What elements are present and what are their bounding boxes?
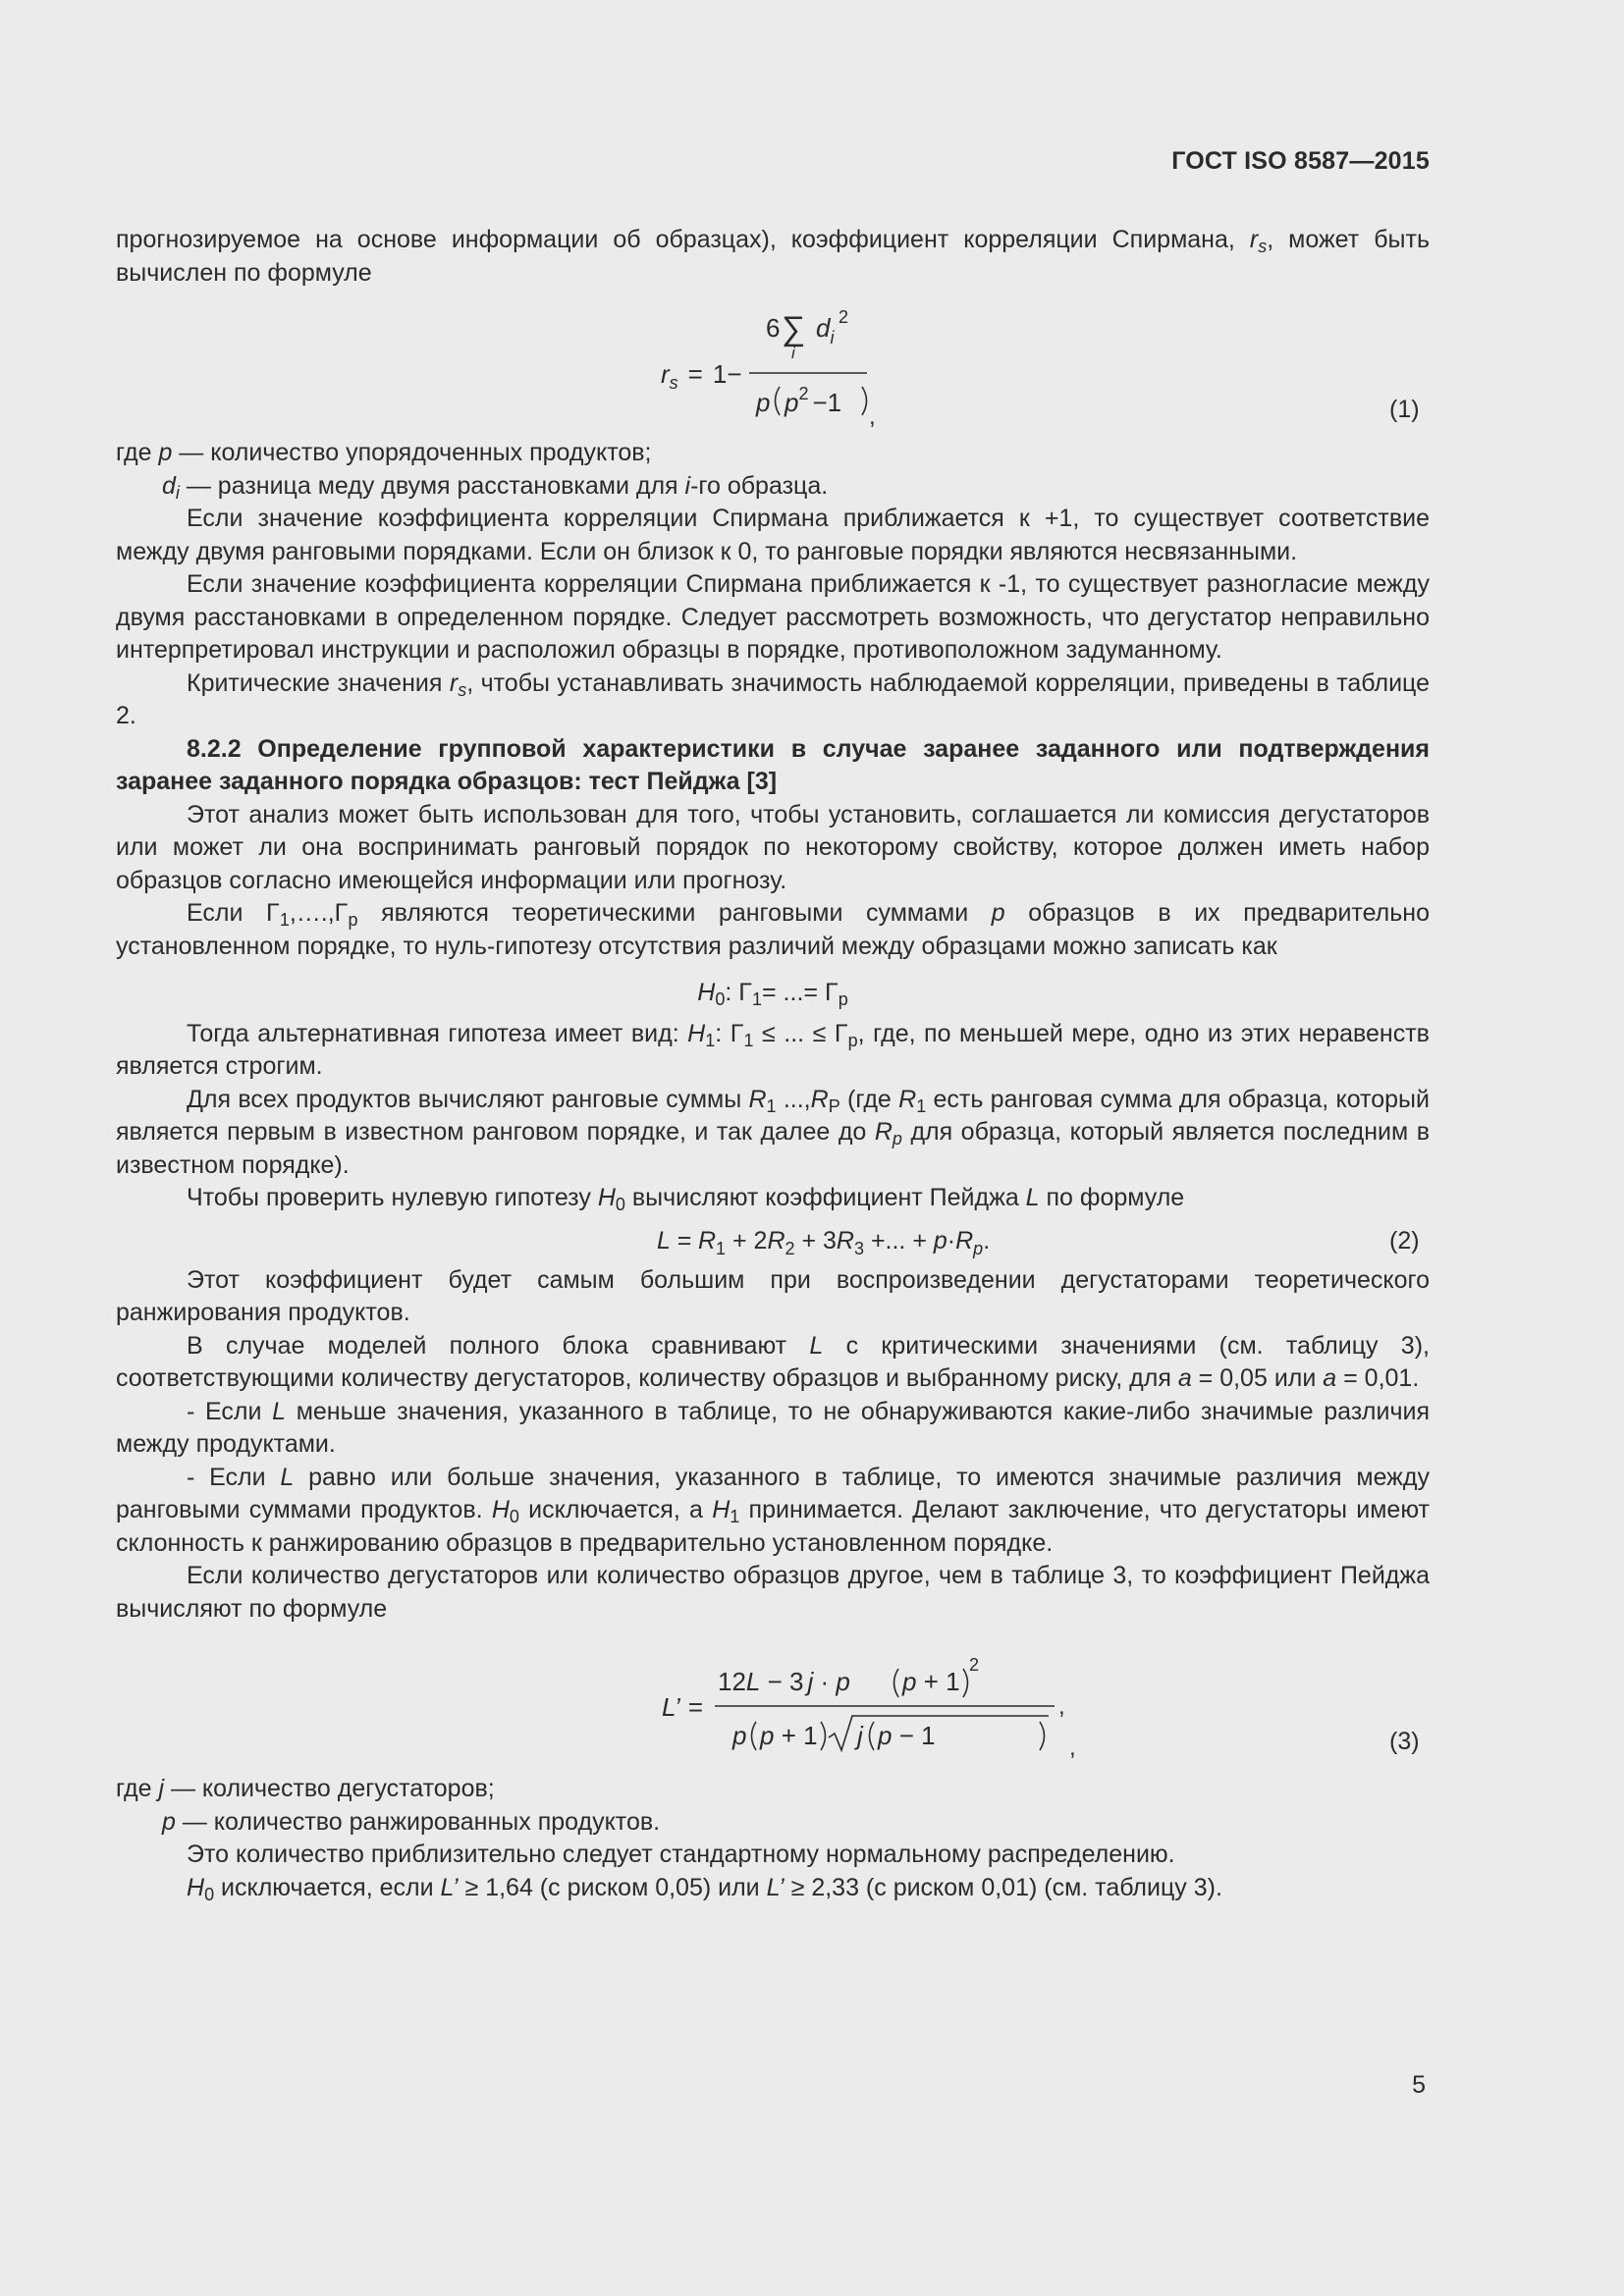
subscript: 0	[204, 1884, 215, 1904]
text-run: ≥ 2,33 (с риском 0,01) (см. таблицу 3).	[784, 1873, 1222, 1901]
svg-text:p + 1	[901, 1667, 960, 1696]
formula-root-b: p	[878, 1721, 893, 1750]
math-variable: r	[1249, 226, 1259, 253]
paragraph	[116, 1182, 1430, 1215]
formula-num-f: p	[836, 1667, 850, 1696]
math-variable: L’	[766, 1873, 785, 1901]
text-run: В случае моделей полного блока сравнивают	[187, 1331, 810, 1360]
subscript: p	[892, 1129, 902, 1149]
sum-sign: ∑	[782, 310, 806, 347]
paragraph	[116, 1839, 1430, 1872]
svg-text:p − 1	[877, 1721, 936, 1750]
svg-text:L’=	[662, 1692, 703, 1722]
formula-root-a: j	[857, 1721, 863, 1750]
formula-equals: =	[687, 359, 703, 389]
formula-spearman	[116, 290, 1430, 437]
formula-part: + 3	[794, 1226, 837, 1255]
paragraph	[116, 1872, 1430, 1905]
text-run: Чтобы проверить нулевую гипотезу	[187, 1184, 598, 1211]
paragraph	[116, 1560, 1430, 1626]
svg-text:L = R1 + 2R2 + 3R3 +... + p·Rp	[657, 1227, 990, 1258]
text-run: — разница меду двумя расстановками для	[179, 471, 685, 500]
formula-num-c: − 3	[760, 1667, 804, 1696]
text-run: есть ранговая сумма для образца, который является первым в известном ранговом порядке, и так далее до	[116, 1085, 1430, 1146]
svg-text:p + 1	[759, 1721, 818, 1750]
formula-normalized-page	[116, 1626, 1430, 1773]
text-run: Критические значения	[187, 668, 450, 697]
text-run: -го образца.	[690, 471, 829, 500]
subscript: i	[175, 482, 180, 503]
formula-lhs-sub: s	[669, 373, 678, 393]
math-variable: j	[158, 1775, 164, 1802]
formula-den-b-sup: 2	[798, 384, 809, 403]
paragraph	[116, 1462, 1430, 1561]
standard-header: ГОСТ ISO 8587—2015	[1171, 147, 1430, 175]
text-run: с критическими значениями (см. таблицу 3), соответствующими количеству дегустаторов, количеству образцов и выбранному риску, для	[116, 1331, 1430, 1392]
formula-den-c: + 1	[774, 1721, 818, 1750]
formula-trailing-comma: ,	[869, 403, 876, 430]
formula-num-h: + 1	[916, 1667, 960, 1696]
paragraph	[116, 1396, 1430, 1462]
formula-number: (2)	[1389, 1226, 1420, 1255]
math-variable: R	[748, 1085, 767, 1113]
formula-num-coef: 6	[766, 313, 781, 343]
paragraph	[116, 1330, 1430, 1396]
text-run: прогнозируемое на основе информации об образцах), коэффициент корреляции Спирмана,	[116, 226, 1250, 253]
formula-num-g: p	[902, 1667, 917, 1696]
text-run: , где, по меньшей мере, одно из этих неравенств является строгим.	[116, 1019, 1430, 1080]
subscript: p	[348, 910, 358, 931]
formula-number: (3)	[1389, 1728, 1420, 1755]
formula-part: R	[767, 1226, 785, 1255]
formula-lhs: L’	[662, 1692, 680, 1722]
formula-part: L =	[657, 1226, 698, 1255]
math-variable: p	[162, 1807, 176, 1836]
math-variable: R	[874, 1118, 893, 1146]
subscript: s	[458, 679, 467, 700]
paragraph	[116, 503, 1430, 568]
subscript: 1	[766, 1095, 777, 1116]
right-paren	[821, 1722, 826, 1750]
formula-root-c: − 1	[892, 1721, 936, 1750]
paragraph	[116, 667, 1430, 733]
paragraph	[116, 799, 1430, 898]
math-variable: H	[687, 1019, 706, 1047]
text-run: образцов в их предварительно установленном порядке, то нуль-гипотезу отсутствия различий между образцами можно записать как	[116, 899, 1430, 960]
paragraph	[116, 1264, 1430, 1330]
text-run: - Если	[187, 1463, 281, 1491]
right-paren	[862, 387, 867, 415]
text-run: : Γ	[715, 1019, 744, 1047]
subscript: 1	[730, 1507, 740, 1527]
formula-equals: =	[687, 1692, 703, 1722]
text-run: ≥ 1,64 (с риском 0,05) или	[458, 1873, 767, 1901]
math-variable: L	[272, 1397, 287, 1425]
math-variable: H	[187, 1873, 205, 1901]
subscript: 1	[743, 1030, 754, 1050]
text-run: где	[116, 1775, 159, 1802]
text-run: где	[116, 439, 159, 466]
text-run: ,….,Γ	[289, 899, 349, 927]
svg-text:j	[854, 1721, 864, 1750]
text-run: — количество ранжированных продуктов.	[175, 1807, 661, 1836]
formula-den-a: p	[732, 1721, 747, 1750]
formula-part: p	[973, 1238, 984, 1258]
text-run: Этот анализ может быть использован для того, чтобы установить, соглашается ли комиссия дегустаторов или может ли она воспринимать ранговый порядок по некоторому свойству, которое должен иметь набор образцов согласно имеющейся информации или прогнозу.	[116, 800, 1430, 894]
text-run: вычисляют коэффициент Пейджа	[624, 1184, 1026, 1211]
paragraph	[116, 1806, 1430, 1840]
text-run: = 0,05 или	[1191, 1364, 1324, 1392]
formula-number: (1)	[1389, 396, 1420, 423]
paragraph	[116, 897, 1430, 963]
subscript: p	[838, 989, 848, 1010]
formula-trailing-comma: ,	[1069, 1735, 1076, 1761]
paragraph	[116, 437, 1430, 470]
text-run: Это количество приблизительно следует стандартному нормальному распределению.	[187, 1841, 1175, 1868]
page-number: 5	[1412, 2071, 1426, 2099]
formula-num-e: ·	[813, 1667, 837, 1696]
paragraph	[116, 568, 1430, 667]
formula-part: 3	[853, 1238, 864, 1258]
math-variable: L	[809, 1331, 824, 1360]
svg-text:12L − 3j · p	[718, 1667, 850, 1696]
svg-text:6	[766, 313, 780, 343]
text-run: (где	[839, 1085, 899, 1113]
svg-text:p	[755, 388, 770, 417]
formula-den-b: p	[760, 1721, 775, 1750]
left-paren	[894, 1669, 899, 1697]
svg-text:rs=1−	[661, 359, 742, 393]
subscript: p	[847, 1030, 858, 1050]
formula-lhs: r	[661, 359, 670, 389]
text-run: меньше значения, указанного в таблице, то не обнаруживаются какие-либо значимые различия между продуктами.	[116, 1397, 1430, 1458]
subscript: P	[828, 1095, 840, 1116]
text-run: являются теоретическими ранговыми суммами	[357, 899, 992, 927]
subscript: 0	[509, 1507, 519, 1527]
formula-den-b: p	[785, 388, 799, 417]
math-variable: L’	[440, 1873, 459, 1901]
page-body	[116, 224, 1430, 1904]
formula-part: R	[697, 1226, 717, 1255]
math-variable: p	[158, 439, 173, 466]
text-run: Если значение коэффициента корреляции Спирмана приближается к +1, то существует соответствие между двумя ранговыми порядками. Если он близок к 0, то ранговые порядки являются несвязанными.	[116, 505, 1430, 565]
formula-page-graphic	[116, 1215, 1430, 1264]
formula-den-c: −1	[812, 388, 842, 417]
paragraph	[116, 1084, 1430, 1183]
formula-part: R	[955, 1226, 974, 1255]
formula-var: d	[816, 313, 831, 343]
paragraph	[116, 1773, 1430, 1806]
math-variable: H	[712, 1496, 731, 1523]
text-run: исключается, а	[518, 1496, 713, 1523]
right-paren	[1040, 1722, 1045, 1750]
formula-part: +... +	[864, 1226, 934, 1255]
text-run: принимается. Делают заключение, что дегустаторы имеют склонность к ранжированию образцов в предварительно установленном порядке.	[116, 1496, 1430, 1557]
text-run: 8.2.2 Определение групповой характеристики в случае заранее заданного или подтверждения заранее заданного порядка образцов: тест Пейджа [3]	[116, 734, 1430, 795]
formula-normalized-graphic	[116, 1626, 1430, 1773]
formula-num-d: j	[807, 1667, 814, 1696]
formula-num-sup: 2	[969, 1655, 980, 1675]
text-run: — количество упорядоченных продуктов;	[172, 439, 652, 466]
sum-index: i	[791, 344, 795, 362]
formula-num-b: L	[745, 1667, 761, 1696]
text-run: ≤ ... ≤ Γ	[753, 1019, 848, 1047]
text-run: ...,	[776, 1085, 811, 1113]
subscript: 1	[916, 1095, 927, 1116]
paragraph	[116, 224, 1430, 290]
left-paren	[870, 1722, 875, 1750]
text-run: Для всех продуктов вычисляют ранговые суммы	[187, 1085, 749, 1113]
text-run: Если количество дегустаторов или количество образцов другое, чем в таблице 3, то коэффициент Пейджа вычисляют по формуле	[116, 1562, 1430, 1623]
math-variable: p	[991, 899, 1005, 927]
left-paren	[752, 1722, 757, 1750]
text-run: равно или больше значения, указанного в таблице, то имеются значимые различия между ранговыми суммами продуктов.	[116, 1463, 1430, 1523]
math-variable: a	[1323, 1364, 1337, 1392]
subscript: s	[1258, 237, 1268, 257]
math-variable: i	[684, 471, 691, 500]
text-run: для образца, который является последним в известном порядке).	[116, 1118, 1430, 1179]
text-run: = ...= Γ	[762, 979, 839, 1006]
paragraph	[116, 470, 1430, 504]
formula-spearman-graphic	[116, 290, 1430, 437]
text-run: исключается, если	[214, 1873, 441, 1901]
formula-page-coefficient	[116, 1215, 1430, 1264]
math-variable: d	[162, 471, 176, 500]
math-variable: R	[898, 1085, 917, 1113]
svg-text:di	[816, 313, 835, 347]
left-paren	[776, 387, 781, 415]
text-run: = 0,01.	[1336, 1364, 1420, 1392]
text-run: - Если	[187, 1397, 273, 1425]
math-variable: L	[280, 1463, 295, 1491]
formula-var-sup: 2	[839, 307, 849, 327]
formula-var-sub: i	[830, 328, 835, 347]
subscript: 1	[279, 910, 290, 931]
math-variable: r	[449, 668, 459, 697]
math-variable: R	[810, 1085, 829, 1113]
text-run: Этот коэффициент будет самым большим при воспроизведении дегустаторами теоретического ранжирования продуктов.	[116, 1265, 1430, 1326]
subscript: 1	[705, 1030, 716, 1050]
math-variable: H	[597, 1184, 616, 1211]
subscript: 0	[715, 989, 726, 1010]
text-run: Если Γ	[187, 899, 280, 927]
math-variable: a	[1177, 1364, 1192, 1392]
paragraph	[116, 1018, 1430, 1084]
formula-part: R	[836, 1226, 854, 1255]
text-run: , чтобы устанавливать значимость наблюдаемой корреляции, приведены в таблице 2.	[116, 668, 1430, 729]
formula-one-minus: 1−	[712, 359, 742, 389]
svg-text:p2−1	[784, 384, 841, 417]
section-heading	[116, 733, 1430, 799]
formula-part: 1	[716, 1238, 727, 1258]
svg-text:p	[731, 1721, 746, 1750]
formula-part: ·	[947, 1226, 956, 1255]
subscript: 1	[752, 989, 763, 1010]
text-run: , может быть вычислен по формуле	[116, 226, 1430, 287]
formula-part: p	[933, 1226, 947, 1255]
right-paren	[963, 1669, 968, 1697]
text-run: Тогда альтернативная гипотеза имеет вид:	[187, 1019, 688, 1047]
math-variable: L	[1025, 1184, 1040, 1211]
text-run: по формуле	[1039, 1184, 1185, 1211]
text-run: : Γ	[725, 979, 752, 1006]
subscript: 0	[615, 1195, 625, 1215]
formula-part: 2	[785, 1238, 795, 1258]
text-run: — количество дегустаторов;	[164, 1775, 495, 1802]
formula-num-a: 12	[718, 1667, 746, 1696]
text-run: Если значение коэффициента корреляции Спирмана приближается к -1, то существует разногласие между двумя расстановками в определенном порядке. Следует рассмотреть возможность, что дегустатор неправильно интерпретировал инструкции и расположил образцы в порядке, противоположном задуманному.	[116, 570, 1430, 664]
math-variable: H	[697, 979, 716, 1006]
formula-part: .	[983, 1226, 991, 1255]
formula-part: + 2	[726, 1226, 768, 1255]
formula-trailing-comma: ,	[1058, 1693, 1065, 1720]
formula-den-a: p	[756, 388, 771, 417]
null-hypothesis	[116, 977, 1430, 1010]
math-variable: H	[491, 1496, 510, 1523]
